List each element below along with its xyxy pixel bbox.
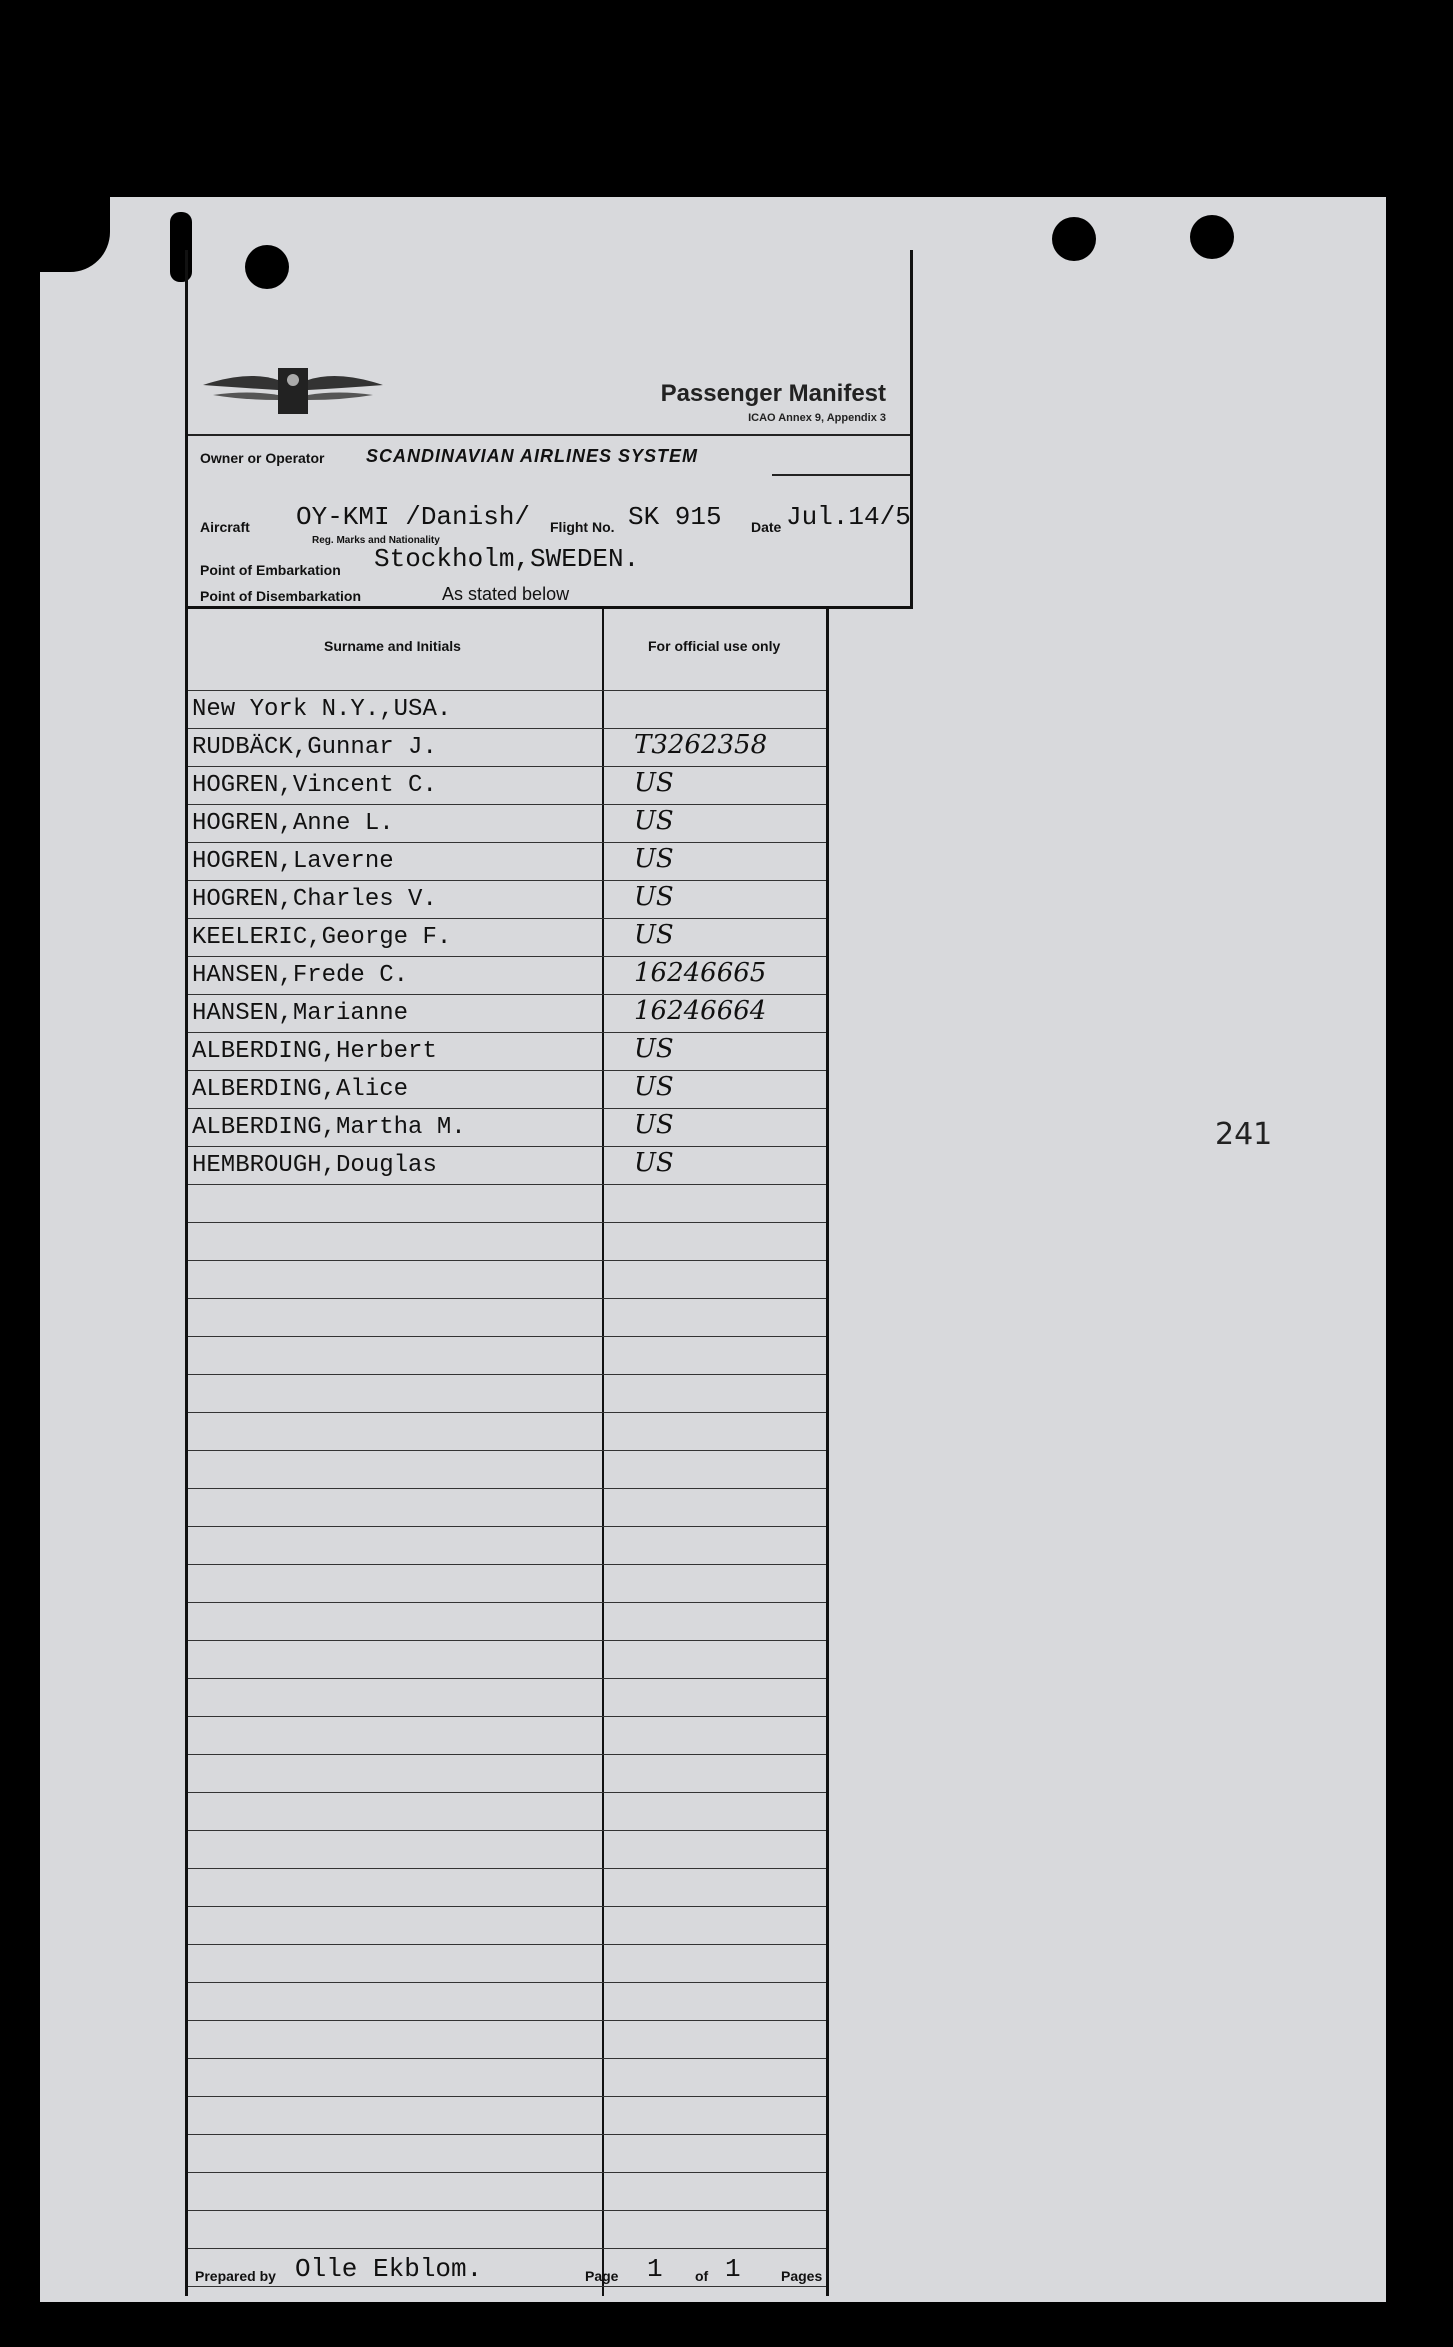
- table-row-rule: [188, 2172, 826, 2173]
- table-row-rule: [188, 1754, 826, 1755]
- form-footer: [185, 2250, 907, 2290]
- divider: [772, 474, 910, 476]
- passenger-name: ALBERDING,Martha M.: [192, 1114, 466, 1141]
- table-row-rule: [188, 1146, 826, 1147]
- table-row-rule: [188, 918, 826, 919]
- page-number: 241: [1215, 1117, 1273, 1152]
- table-row-rule: [188, 804, 826, 805]
- table-row-rule: [188, 956, 826, 957]
- table-row-rule: [188, 1108, 826, 1109]
- passenger-name: HOGREN,Charles V.: [192, 886, 437, 913]
- official-note: US: [634, 1148, 674, 1178]
- table-row-rule: [188, 2020, 826, 2021]
- date-value: Jul.14/5: [786, 502, 911, 532]
- table-row-rule: [188, 2096, 826, 2097]
- of-value: 1: [725, 2254, 741, 2284]
- embarkation-value: Stockholm,SWEDEN.: [374, 544, 640, 574]
- table-row-rule: [188, 1032, 826, 1033]
- table-row-rule: [188, 1716, 826, 1717]
- form-title: Passenger Manifest: [660, 380, 886, 407]
- form-header: [185, 250, 913, 609]
- table-row-rule: [188, 1070, 826, 1071]
- official-note: T3262358: [634, 730, 768, 760]
- owner-value: SCANDINAVIAN AIRLINES SYSTEM: [366, 446, 699, 466]
- punch-hole: [1190, 215, 1234, 259]
- disembarkation-label: Point of Disembarkation: [200, 588, 362, 604]
- table-row-rule: [188, 1602, 826, 1603]
- table-row-rule: [188, 766, 826, 767]
- passenger-table: [185, 606, 829, 2296]
- table-row-rule: [188, 1944, 826, 1945]
- official-note: US: [634, 920, 674, 950]
- table-row-rule: [188, 1374, 826, 1375]
- table-row-rule: [188, 842, 826, 843]
- airline-emblem-icon: [198, 360, 388, 420]
- prepared-label: Prepared by: [195, 2268, 276, 2284]
- table-row-rule: [188, 728, 826, 729]
- flight-label: Flight No.: [550, 519, 615, 535]
- header-official: For official use only: [648, 638, 781, 654]
- official-note: 16246665: [634, 958, 767, 988]
- punch-hole: [1052, 217, 1096, 261]
- table-row-rule: [188, 1526, 826, 1527]
- passenger-name: HANSEN,Frede C.: [192, 962, 409, 989]
- aircraft-label: Aircraft: [200, 519, 250, 535]
- aircraft-value: OY-KMI /Danish/: [296, 502, 531, 532]
- form-subtitle: ICAO Annex 9, Appendix 3: [748, 412, 886, 424]
- official-note: US: [634, 844, 674, 874]
- passenger-name: HOGREN,Laverne: [192, 848, 394, 875]
- table-row-rule: [188, 1488, 826, 1489]
- table-row-rule: [188, 880, 826, 881]
- official-note: US: [634, 882, 674, 912]
- prepared-value: Olle Ekblom.: [295, 2254, 483, 2284]
- table-row-rule: [188, 690, 826, 691]
- passenger-name: HANSEN,Marianne: [192, 1000, 409, 1027]
- page-label: Page: [585, 2268, 619, 2284]
- passenger-name: ALBERDING,Herbert: [192, 1038, 437, 1065]
- of-label: of: [695, 2268, 709, 2284]
- date-label: Date: [751, 519, 782, 535]
- table-row-rule: [188, 2248, 826, 2249]
- page-value: 1: [647, 2254, 663, 2284]
- table-row-rule: [188, 1868, 826, 1869]
- torn-edge: [40, 197, 110, 272]
- table-row-rule: [188, 994, 826, 995]
- passenger-name: New York N.Y.,USA.: [192, 696, 452, 723]
- official-note: US: [634, 1072, 674, 1102]
- table-row-rule: [188, 2058, 826, 2059]
- embarkation-label: Point of Embarkation: [200, 562, 341, 578]
- table-row-rule: [188, 1830, 826, 1831]
- table-row-rule: [188, 1564, 826, 1565]
- table-row-rule: [188, 1412, 826, 1413]
- table-row-rule: [188, 1450, 826, 1451]
- passenger-name: RUDBÄCK,Gunnar J.: [192, 734, 437, 761]
- table-row-rule: [188, 1260, 826, 1261]
- table-row-rule: [188, 1678, 826, 1679]
- disembarkation-value: As stated below: [442, 584, 570, 604]
- owner-label: Owner or Operator: [200, 450, 325, 466]
- divider: [188, 434, 910, 436]
- table-row-rule: [188, 1982, 826, 1983]
- reg-marks-label: Reg. Marks and Nationality: [312, 535, 440, 546]
- official-note: US: [634, 768, 674, 798]
- passenger-name: HOGREN,Vincent C.: [192, 772, 437, 799]
- table-row-rule: [188, 1184, 826, 1185]
- pages-label: Pages: [781, 2268, 823, 2284]
- table-row-rule: [188, 1298, 826, 1299]
- official-note: US: [634, 1034, 674, 1064]
- passenger-name: KEELERIC,George F.: [192, 924, 452, 951]
- header-surname: Surname and Initials: [324, 638, 461, 654]
- passenger-name: HOGREN,Anne L.: [192, 810, 394, 837]
- table-row-rule: [188, 1336, 826, 1337]
- table-row-rule: [188, 2210, 826, 2211]
- official-note: US: [634, 1110, 674, 1140]
- table-row-rule: [188, 1640, 826, 1641]
- flight-value: SK 915: [628, 502, 722, 532]
- column-divider: [602, 606, 604, 2296]
- official-note: 16246664: [634, 996, 767, 1026]
- official-note: US: [634, 806, 674, 836]
- table-row-rule: [188, 1222, 826, 1223]
- manifest-form: [185, 250, 911, 2300]
- passenger-name: ALBERDING,Alice: [192, 1076, 409, 1103]
- table-row-rule: [188, 1906, 826, 1907]
- table-row-rule: [188, 2134, 826, 2135]
- table-row-rule: [188, 1792, 826, 1793]
- passenger-name: HEMBROUGH,Douglas: [192, 1152, 437, 1179]
